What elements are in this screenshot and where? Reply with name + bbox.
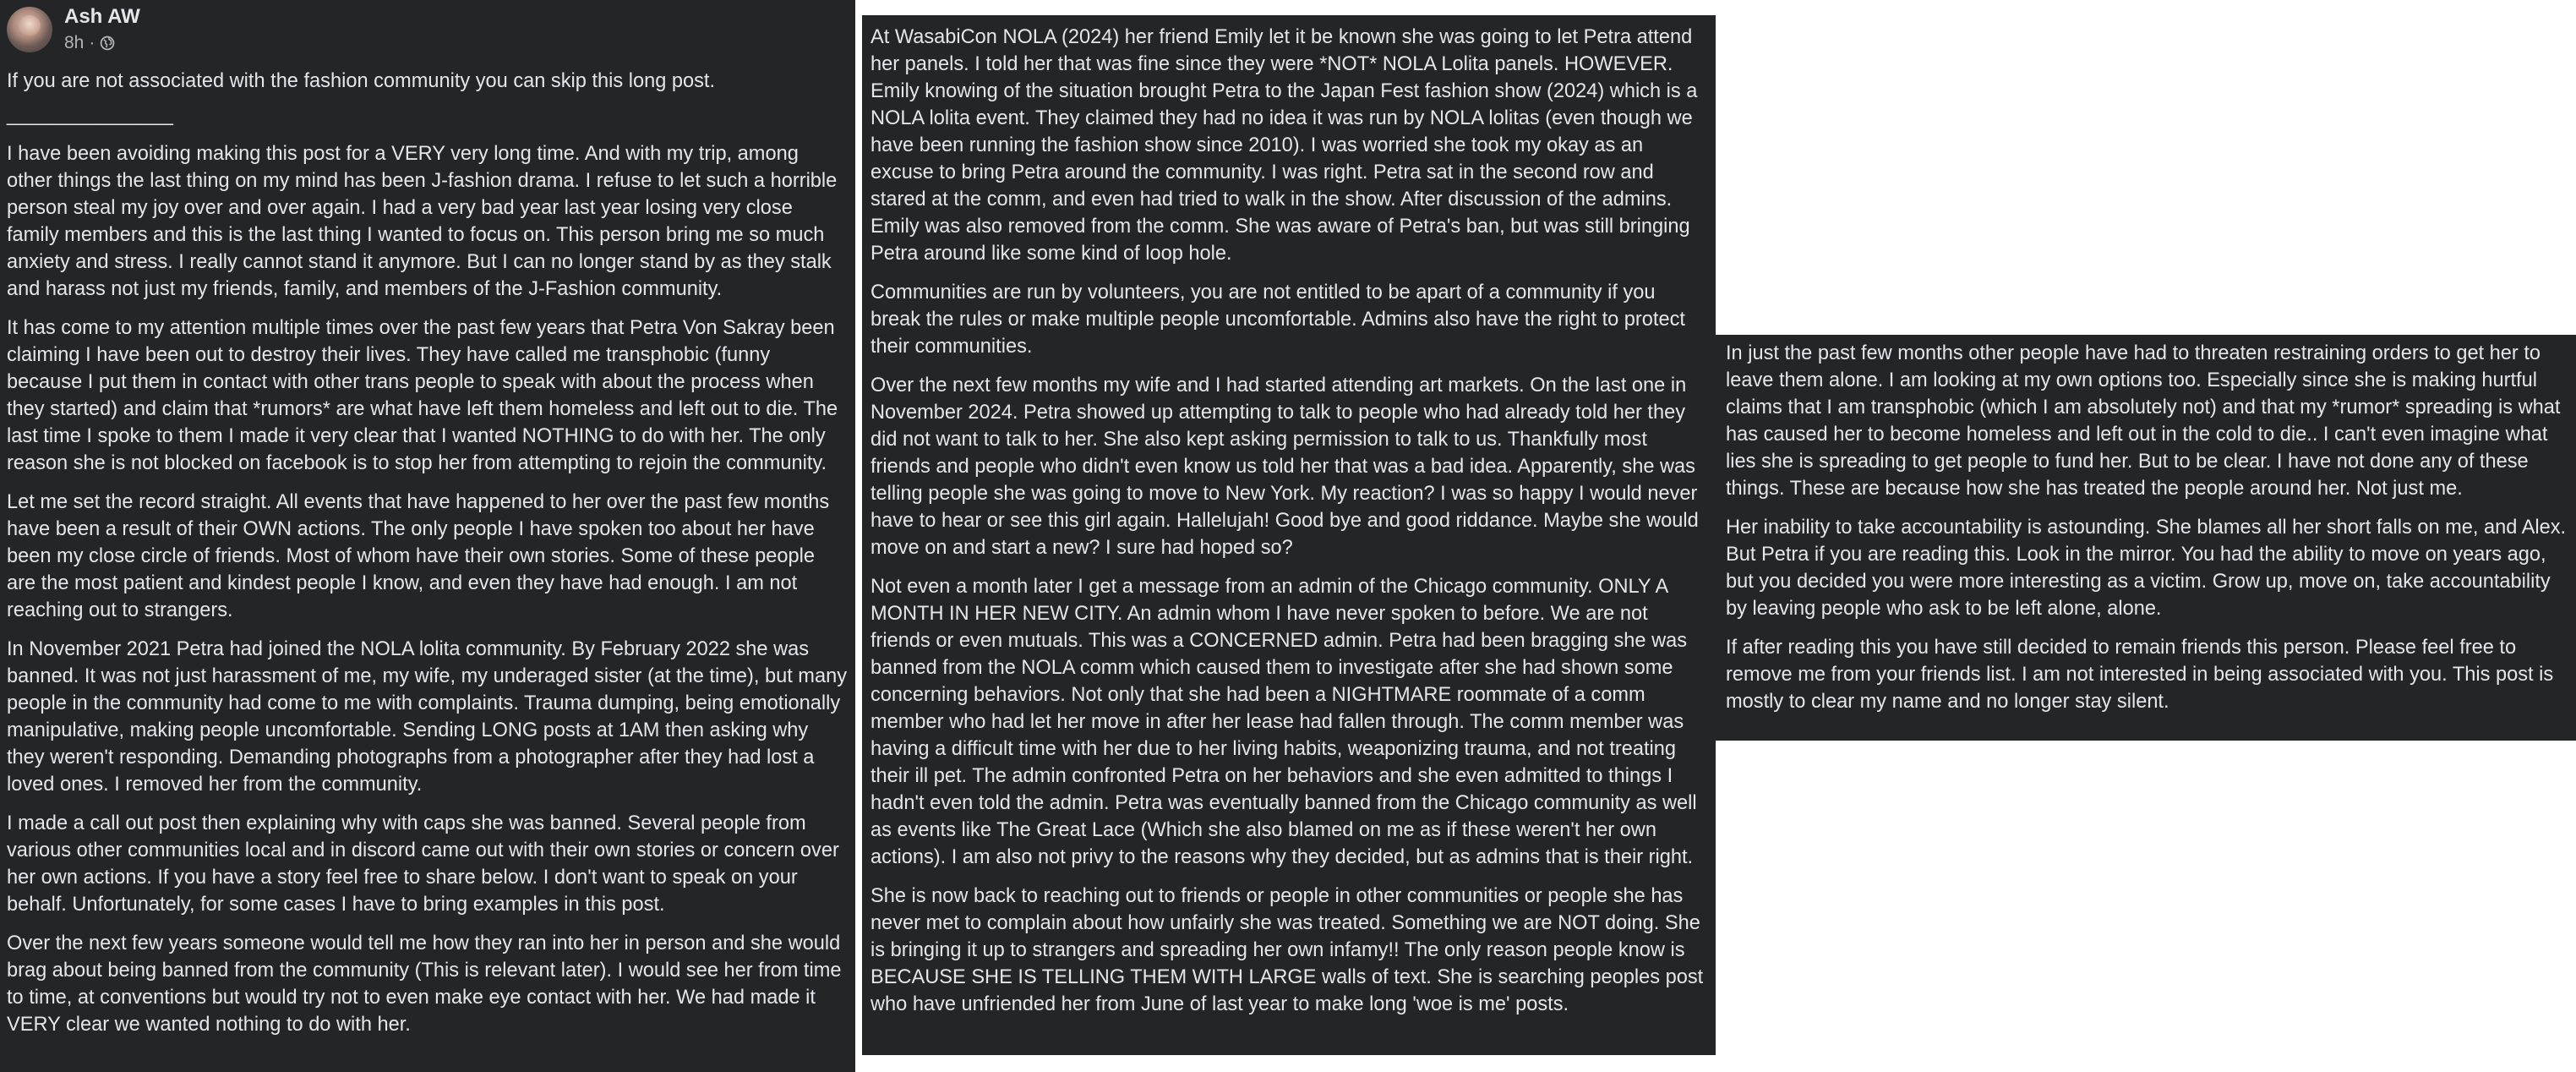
post-meta: [64, 32, 140, 54]
paragraph: I have been avoiding making this post for a VERY very long time. And with my trip, among other things the last thing on my mind has been J-fashion drama. I refuse to let such a horrible person steal my joy over and over again. I had a very bad year last year losing very close family members and this is the last thing I wanted to focus on. This person bring me so much anxiety and stress. I really cannot stand it anymore. But I can no longer stand by as they stalk and harass not just my friends, family, and members of the J-Fashion community.: [7, 143, 838, 300]
post-header: [7, 0, 849, 68]
avatar[interactable]: [7, 7, 52, 52]
paragraph: Communities are run by volunteers, you are not entitled to be apart of a community if you break the rules or make multiple people uncomfortable. Admins also have the right to protect their communities.: [870, 282, 1685, 358]
paragraph: It has come to my attention multiple times over the past few years that Petra Von Sakray been claiming I have been out to destroy their lives. They have called me transphobic (funny because I put them in contact with other trans people to speak with about the process when they started) and claim that *rumors* are what have left them homeless and left out to die. The last time I spoke to them I made it very clear that I wanted NOTHING to do with her. The only reason she is not blocked on facebook is to stop her from attempting to rejoin the community.: [7, 317, 838, 474]
paragraph: Over the next few months my wife and I had started attending art markets. On the last one in November 2024. Petra showed up attempting to talk to people who had already told her they did not want to talk to her. She also kept asking permission to talk to us. Thankfully most friends and people who didn't even know us told her that was a bad idea. Apparently, she was telling people she was going to move to New York. My reaction? I was so happy I would never have to hear or see this girl again. Hallelujah! Good bye and good riddance. Maybe she would move on and start a new? I sure had hoped so?: [870, 375, 1699, 559]
paragraph: If after reading this you have still decided to remain friends this person. Please feel free to remove me from your friends list. I am not interested in being associated with you. This post is mostly to clear my name and no longer stay silent.: [1726, 637, 2554, 713]
paragraph: Her inability to take accountability is astounding. She blames all her short falls on me, and Alex. But Petra if you are reading this. Look in the mirror. You had the ability to move on years ago, but you decided you were more interesting as a victim. Grow up, move on, take accountability by leaving people who ask to be left alone, alone.: [1726, 517, 2567, 620]
paragraph: Not even a month later I get a message from an admin of the Chicago community. ONLY A MONTH IN HER NEW CITY. An admin whom I have never spoken to before. We are not friends or even mutuals. This was a CONCERNED admin. Petra had been bragging she was banned from the NOLA comm which caused them to investigate after she had shown some concerning behaviors. Not only that she had been a NIGHTMARE roommate of a comm member who had let her move in after her lease had fallen through. The comm member was having a difficult time with her due to her living habits, weaponizing trauma, and not treating their ill pet. The admin confronted Petra on her behaviors and she even admitted to things I hadn't even told the admin. Petra was eventually banned from the Chicago community as well as events like The Great Lace (Which she also blamed on me as if these weren't her own actions). I am also not privy to the reasons why they decided, but as admins that is their right.: [870, 576, 1697, 868]
paragraph: Over the next few years someone would tell me how they ran into her in person and she would brag about being banned from the community (This is relevant later). I would see her from time to time, at conventions but would try not to even make eye contact with her. We had made it VERY clear we wanted nothing to do with her.: [7, 933, 842, 1036]
post-intro: If you are not associated with the fashion community you can skip this long post.: [7, 70, 716, 92]
post-panel-3: [1716, 335, 2576, 741]
author-name[interactable]: Ash AW: [64, 5, 140, 28]
paragraph: Let me set the record straight. All events that have happened to her over the past few months have been a result of their OWN actions. The only people I have spoken too about her have been my close circle of friends. Most of whom have their own stories. Some of these people are the most patient and kindest people I know, and even they have had enough. I am not reaching out to strangers.: [7, 491, 830, 621]
paragraph: In just the past few months other people have had to threaten restraining orders to get her to leave them alone. I am looking at my own options too. Especially since she is making hurtful claims that I am transphobic (which I am absolutely not) and that my *rumor* spreading is what has caused her to become homeless and left out in the cold to die.. I can't even imagine what lies she is spreading to get people to fund her. But to be clear. I have not done any of these things. These are because how she has treated the people around her. Not just me.: [1726, 342, 2561, 500]
paragraph: In November 2021 Petra had joined the NOLA lolita community. By February 2022 she was banned. It was not just harassment of me, my wife, my underaged sister (at the time), but many people in the community had come to me with complaints. Trauma dumping, being emotionally manipulative, making people uncomfortable. Sending LONG posts at 1AM then asking why they weren't responding. Demanding photographs from a photographer after they had lost a loved ones. I removed her from the community.: [7, 638, 848, 796]
post-panel-2: [862, 15, 1716, 1055]
post-timestamp[interactable]: 8h: [64, 33, 85, 52]
paragraph: At WasabiCon NOLA (2024) her friend Emily let it be known she was going to let Petra attend her panels. I told her that was fine since they were *NOT* NOLA Lolita panels. HOWEVER. Emily knowing of the situation brought Petra to the Japan Fest fashion show (2024) which is a NOLA lolita event. They claimed they had no idea it was run by NOLA lolitas (even though we have been running the fashion show since 2010). I was worried she took my okay as an excuse to bring Petra around the community. I was right. Petra sat in the second row and stared at the comm, and even had tried to walk in the show. After discussion of the admins. Emily was also removed from the comm. She was aware of Petra's ban, but was still bringing Petra around like some kind of loop hole.: [870, 26, 1698, 265]
divider-line: _______________: [7, 104, 173, 126]
paragraph: I made a call out post then explaining why with caps she was banned. Several people from various other communities local and in discord came out with their own stories or concern over her own actions. If you have a story feel free to share below. I don't want to speak on your behalf. Unfortunately, for some cases I have to bring examples in this post.: [7, 812, 839, 916]
globe-icon[interactable]: [100, 36, 115, 51]
paragraph: She is now back to reaching out to friends or people in other communities or people she has never met to complain about how unfairly she was treated. Something we are NOT doing. She is bringing it up to strangers and spreading her own infamy!! The only reason people know is BECAUSE SHE IS TELLING THEM WITH LARGE walls of text. She is searching peoples post who have unfriended her from June of last year to make long 'woe is me' posts.: [870, 885, 1704, 1015]
post-panel-1: [0, 0, 855, 1072]
post-header-text: [64, 5, 140, 54]
meta-separator: ·: [89, 33, 96, 52]
